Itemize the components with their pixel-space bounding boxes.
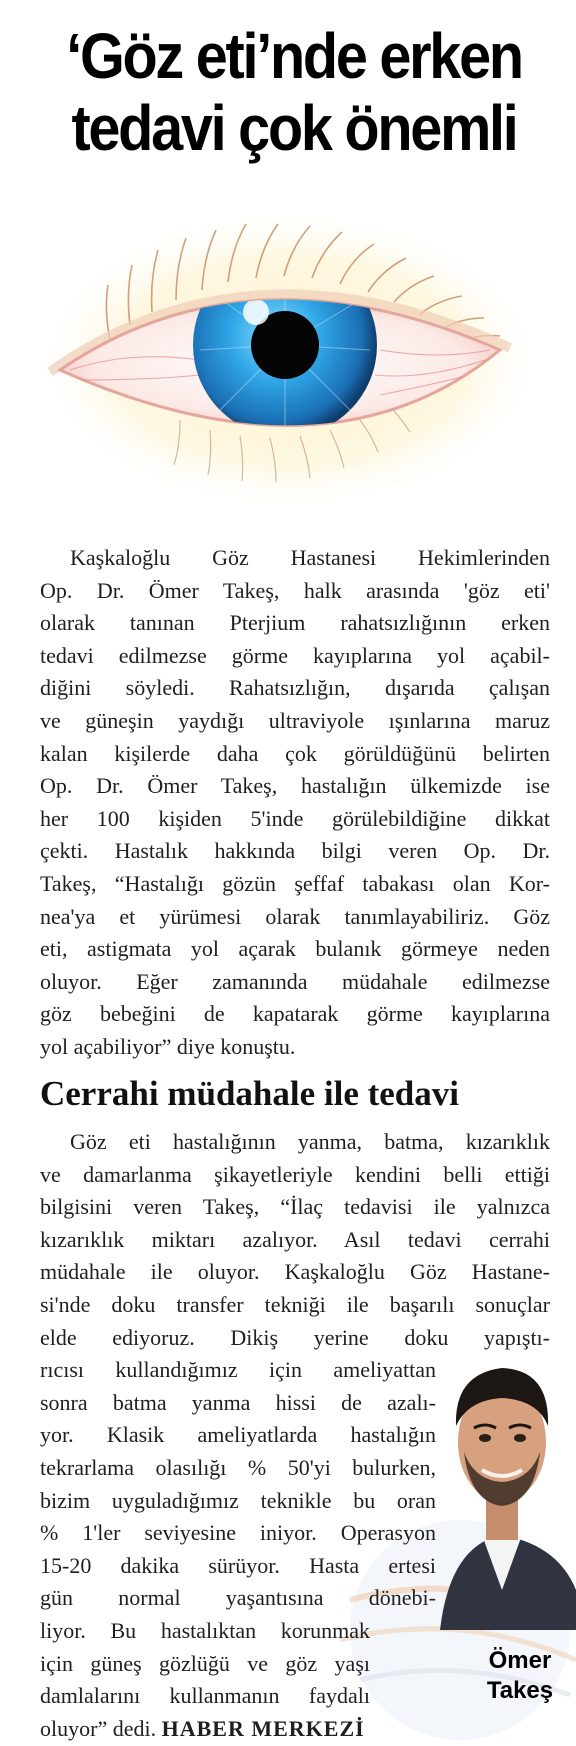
headline — [51, 20, 537, 164]
headline-line-2: tedavi çok önemli — [71, 92, 517, 164]
closing-text: oluyor” dedi. — [40, 1715, 157, 1741]
text-line: her 100 kişiden 5'inde görülebildiğine dikkat — [40, 805, 550, 831]
text-line: sonra batma yanma hissi de azalı- — [40, 1389, 436, 1415]
text-line: yor. Klasik ameliyatlarda hastalığın — [40, 1422, 436, 1448]
caption-last-name: Takeş — [486, 1677, 554, 1704]
text-line: olarak tanınan Pterjium rahatsızlığının erken — [40, 610, 550, 636]
text-line: için güneş gözlüğü ve göz yaşı — [40, 1650, 370, 1676]
eye-illustration — [30, 200, 550, 510]
headline-line-1: ‘Göz eti’nde erken — [66, 20, 522, 92]
article-paragraph-1 — [40, 542, 550, 1064]
text-line: göz bebeğini de kapatarak görme kayıplarına — [40, 1001, 550, 1027]
photo-caption — [470, 1646, 570, 1706]
text-line: müdahale ile oluyor. Kaşkaloğlu Göz Hastane- — [40, 1259, 550, 1285]
text-line: ve damarlanma şikayetleriyle kendini belli ettiği — [40, 1161, 550, 1187]
text-line: ve güneşin yaydığı ultraviyole ışınlarına maruz — [40, 707, 550, 733]
text-line: Op. Dr. Ömer Takeş, halk arasında 'göz eti' — [40, 577, 550, 603]
text-line: gün normal yaşantısına dönebi- — [40, 1585, 436, 1611]
text-line: % 1'ler seviyesine iniyor. Operasyon — [40, 1520, 436, 1546]
text-line: 15-20 dakika sürüyor. Hasta ertesi — [40, 1552, 436, 1578]
text-line: rıcısı kullandığımız için ameliyattan — [40, 1357, 436, 1383]
byline: HABER MERKEZİ — [161, 1715, 365, 1741]
text-line: kalan kişilerde daha çok görüldüğünü belirten — [40, 740, 550, 766]
closing-line — [40, 1713, 370, 1746]
text-line: tedavi edilmezse görme kayıplarına yol açabil- — [40, 642, 550, 668]
text-line: oluyor. Eğer zamanında müdahale edilmezse — [40, 968, 550, 994]
text-line: kızarıklık miktarı azalıyor. Asıl tedavi cerrahi — [40, 1226, 550, 1252]
caption-first-name: Ömer — [488, 1647, 552, 1674]
text-line: diğini söyledi. Rahatsızlığın, dışarıda çalışan — [40, 675, 550, 701]
text-line: Göz eti hastalığının yanma, batma, kızarıklık — [70, 1129, 550, 1154]
text-line: tekrarlama olasılığı % 50'yi bulurken, — [40, 1454, 436, 1480]
text-line: liyor. Bu hastalıktan korunmak — [40, 1617, 370, 1643]
text-line: bilgisini veren Takeş, “İlaç tedavisi ile yalnızca — [40, 1194, 550, 1220]
text-line: Op. Dr. Ömer Takeş, hastalığın ülkemizde ise — [40, 773, 550, 799]
text-line: bizim uyguladığımız teknikle bu oran — [40, 1487, 436, 1513]
text-line: Takeş, “Hastalığı gözün şeffaf tabakası olan Kor- — [40, 870, 550, 896]
text-line: eti, astigmata yol açarak bulanık görmeye neden — [40, 936, 550, 962]
text-line: çekti. Hastalık hakkında bilgi veren Op. Dr. — [40, 838, 550, 864]
text-line: si'nde doku transfer tekniği ile başarılı sonuçlar — [40, 1291, 550, 1317]
text-line: damlalarını kullanmanın faydalı — [40, 1683, 370, 1709]
text-line: elde ediyoruz. Dikiş yerine doku yapıştı- — [40, 1324, 550, 1350]
text-line: Kaşkaloğlu Göz Hastanesi Hekimlerinden — [70, 545, 550, 570]
subheading: Cerrahi müdahale ile tedavi — [40, 1074, 459, 1113]
text-line: nea'ya et yürümesi olarak tanımlayabiliriz. Göz — [40, 903, 550, 929]
text-line: yol açabiliyor” diye konuştu. — [40, 1033, 296, 1059]
